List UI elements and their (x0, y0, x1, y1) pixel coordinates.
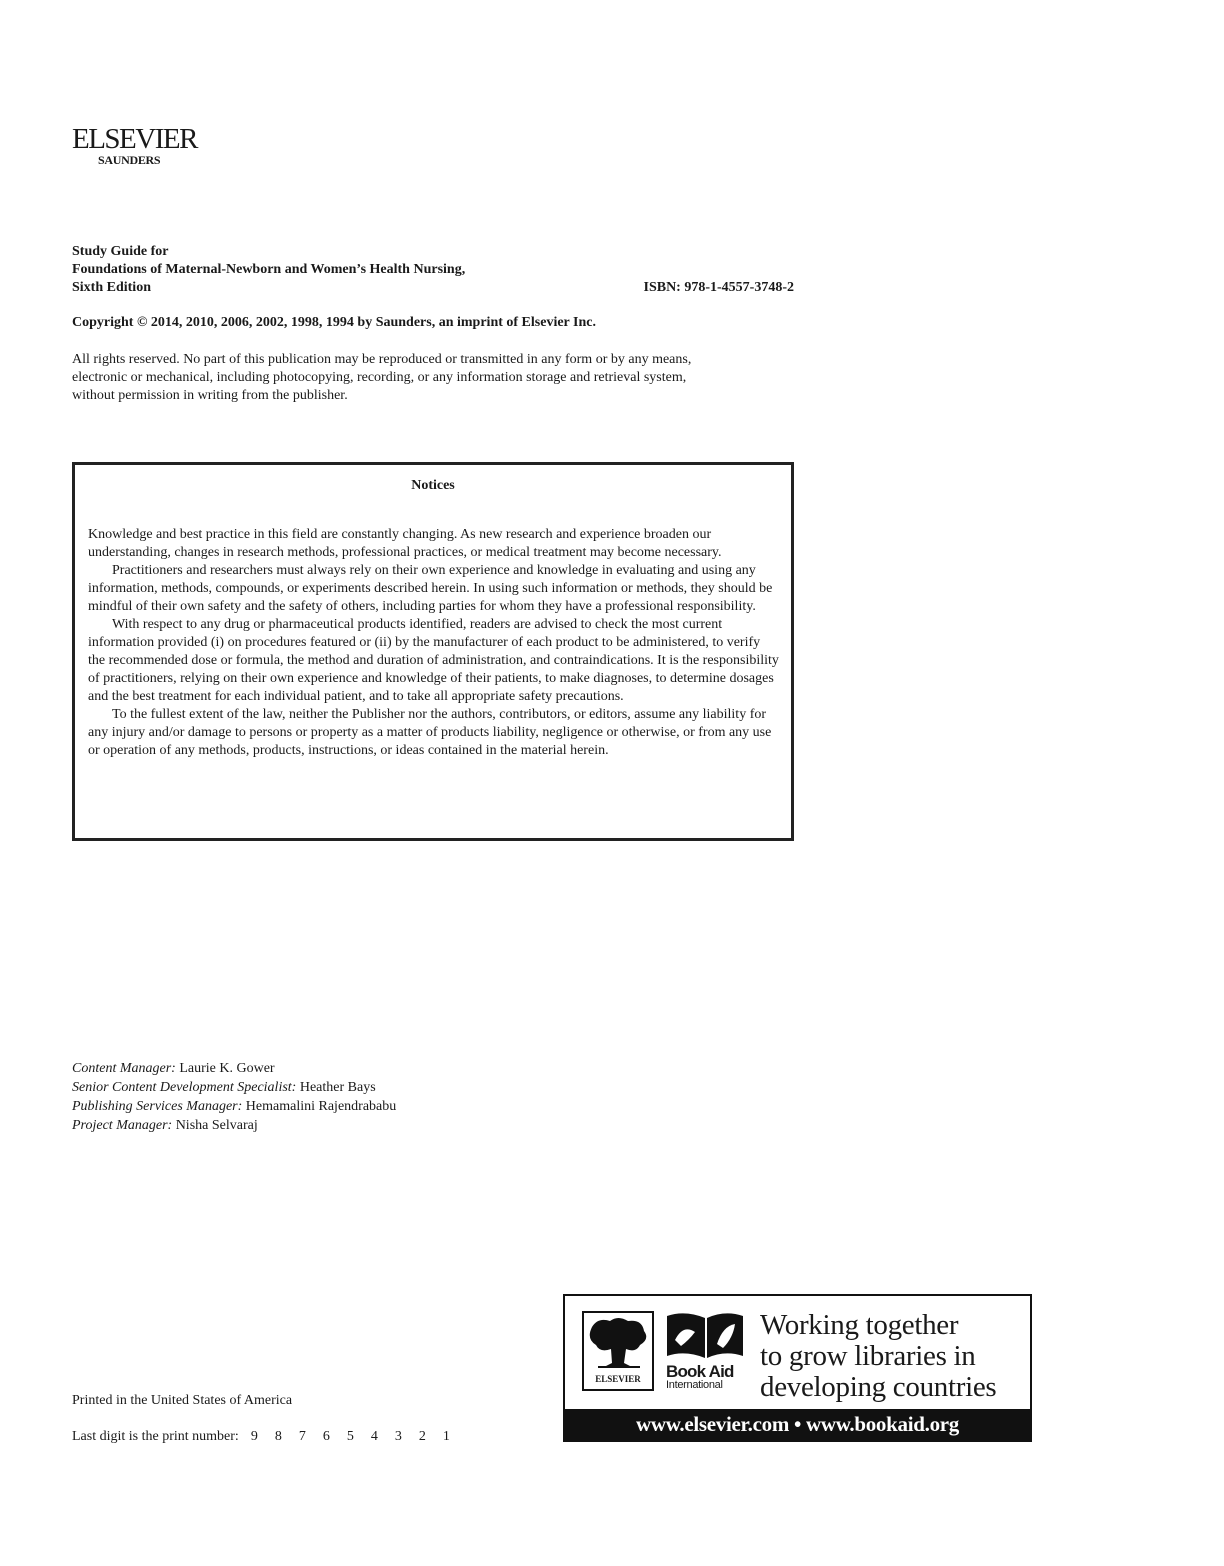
credits-list (72, 1059, 396, 1135)
notices-body (88, 526, 779, 760)
print-digit: 4 (370, 1429, 378, 1444)
print-digit: 6 (322, 1429, 330, 1444)
print-digit: 8 (274, 1429, 282, 1444)
bookaid-urls: www.elsevier.com • www.bookaid.org (565, 1409, 1030, 1440)
print-digit: 5 (346, 1429, 354, 1444)
notices-paragraph: To the fullest extent of the law, neither the Publisher nor the authors, contributors, or editors, assume any liability for any injury and/or damage to persons or property as a matter of products liability, negligence or otherwise, or from any use or operation of any methods, products, instructions, or ideas contained in the material herein. (88, 707, 772, 758)
print-digit: 9 (250, 1429, 258, 1444)
printed-in: Printed in the United States of America (72, 1393, 293, 1408)
credit-role: Senior Content Development Specialist: (72, 1080, 297, 1095)
logo-sub-text: SAUNDERS (98, 153, 161, 167)
slogan-line: Working together (760, 1309, 959, 1341)
print-digit: 7 (298, 1429, 306, 1444)
rights-line: electronic or mechanical, including photocopying, recording, or any information storage and retrieval system, (72, 370, 687, 385)
notices-paragraph: With respect to any drug or pharmaceutical products identified, readers are advised to check the most current information provided (i) on procedures featured or (ii) by the manufacturer of each product to be administered, to verify the recommended dose or formula, the method and duration of administration, and contraindications. It is the responsibility of practitioners, relying on their own experience and knowledge of their patients, to make diagnoses, to determine dosages and the best treatment for each individual patient, and to take all appropriate safety precautions. (88, 617, 779, 704)
logo-main-text: ELSEVIER (72, 123, 197, 155)
publisher-logo (72, 124, 212, 166)
notices-box (72, 462, 794, 841)
slogan-line: to grow libraries in (760, 1340, 976, 1372)
book-title-line-1: Study Guide for (72, 244, 169, 259)
rights-line: without permission in writing from the publisher. (72, 388, 348, 403)
open-book-icon (665, 1310, 747, 1362)
notices-paragraph: Practitioners and researchers must always rely on their own experience and knowledge in evaluating and using any information, methods, compounds, or experiments described herein. In using such information or methods, they should be mindful of their own safety and the safety of others, including parties for whom they have a professional responsibility. (88, 563, 773, 614)
credit-role: Project Manager: (72, 1118, 173, 1133)
credit-row (72, 1097, 396, 1116)
rights-line: All rights reserved. No part of this publication may be reproduced or transmitted in any form or by any means, (72, 352, 692, 367)
notices-paragraph: Knowledge and best practice in this field are constantly changing. As new research and experience broaden our understanding, changes in research methods, professional practices, or medical treatment may become necessary. (88, 527, 722, 560)
bookaid-slogan (760, 1310, 996, 1403)
copyright-line: Copyright © 2014, 2010, 2006, 2002, 1998, 1994 by Saunders, an imprint of Elsevier Inc. (72, 315, 596, 330)
slogan-line: developing countries (760, 1371, 997, 1403)
bookaid-banner-top (565, 1296, 1030, 1409)
rights-statement (72, 351, 797, 405)
credit-name: Nisha Selvaraj (175, 1118, 258, 1133)
isbn: ISBN: 978-1-4557-3748-2 (643, 280, 794, 295)
book-title-block (72, 243, 794, 297)
bookaid-label: Book Aid (666, 1362, 734, 1381)
credit-name: Heather Bays (299, 1080, 376, 1095)
elsevier-tree-logo (582, 1311, 654, 1391)
credit-role: Content Manager: (72, 1061, 176, 1076)
bookaid-banner (563, 1294, 1032, 1442)
print-digit: 1 (442, 1429, 450, 1444)
credit-role: Publishing Services Manager: (72, 1099, 243, 1114)
tree-icon (584, 1313, 652, 1373)
credit-name: Laurie K. Gower (179, 1061, 275, 1076)
notices-title: Notices (411, 478, 455, 493)
book-edition: Sixth Edition (72, 280, 151, 295)
credit-name: Hemamalini Rajendrababu (245, 1099, 397, 1114)
print-digit: 2 (418, 1429, 426, 1444)
print-number-label: Last digit is the print number: (72, 1429, 239, 1444)
credit-row (72, 1116, 396, 1135)
print-number-line (72, 1428, 467, 1446)
credit-row (72, 1078, 396, 1097)
book-title-line-2: Foundations of Maternal-Newborn and Women’s Health Nursing, (72, 262, 466, 277)
credit-row (72, 1059, 396, 1078)
print-digit: 3 (394, 1429, 402, 1444)
bookaid-sublabel: International (666, 1379, 723, 1391)
print-number-digits (251, 1429, 467, 1444)
elsevier-mark-label: ELSEVIER (595, 1374, 641, 1384)
